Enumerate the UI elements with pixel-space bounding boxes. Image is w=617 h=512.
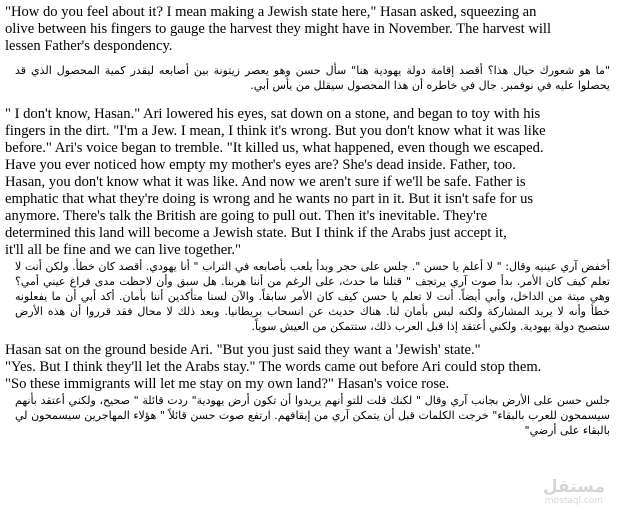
english-paragraph-1 bbox=[5, 4, 612, 55]
text-line: anymore. There's talk the British are going to pull out. Then it's inevitable. They're bbox=[5, 208, 488, 224]
arabic-paragraph-1: "ما هو شعورك حيال هذا؟ أقصد إقامة دولة يهودية هنا" سأل حسن وهو يعصر زيتونة بين أصابعه ليقدر كمية المحصول الذي قد يحصلوا عليه في نوفمبر. جال في خاطره أن هذا المحصول سيقلل من يأس أبي. bbox=[15, 64, 610, 92]
text-line: before." Ari's voice began to tremble. "It killed us, what happened, even though we escaped. bbox=[5, 140, 544, 156]
text-line: olive between his fingers to gauge the harvest they might have in November. The harvest will bbox=[5, 21, 552, 37]
arabic-paragraph-2: أخفض آري عينيه وقال: " لا أعلم يا حسن ". جلس على حجر وبدأ يلعب بأصابعه في التراب " أنا يهودي. أقصد كان خطأ. ولكن أنت لا تعلم كيف كان الأمر. بدأ صوت آري يرتجف " قتلنا ما حدث، على الرغم من أننا هربنا. هل سبق وأن لاحظت مدى فراغ عيني أمي؟ وهي ميتة من الداخل، وأبي أيضاً. أنت لا تعلم يا حسن كيف كان الأمر سابقاً. والآن لسنا متأكدين أننا بأمان. أكد أبي أن ما يفعلونه خطأ وأنه لا يريد المشاركة ولكنه ليس بأمان لنا. هناك حديث عن انسحاب بريطانيا. وبعد ذلك لا محال فقد قرروا أن هذه الأرض ستصبح دولة يهودية. ولكني أعتقد إذا قبل العرب ذلك، ستتمكن من العيش سوياً. bbox=[15, 260, 610, 333]
paragraph-block-1 bbox=[5, 4, 612, 93]
text-line: Hasan, you don't know what it was like. And now we aren't sure if we'll be safe. Father is bbox=[5, 174, 526, 190]
text-line: emphatic that what they're doing is wrong and he wants no part in it. But it isn't safe for us bbox=[5, 191, 534, 207]
english-paragraph-2 bbox=[5, 106, 612, 259]
mostaql-watermark bbox=[543, 478, 605, 506]
text-line: Have you ever noticed how empty my mother's eyes are? She's dead inside. Father, too. bbox=[5, 157, 516, 173]
text-line: "So these immigrants will let me stay on my own land?" Hasan's voice rose. bbox=[5, 376, 450, 392]
text-line: determined this land will become a Jewish state. But I think if the Arabs just accept it, bbox=[5, 225, 507, 241]
watermark-arabic: مستقل bbox=[542, 477, 605, 497]
english-paragraph-3 bbox=[5, 342, 612, 393]
text-line: " I don't know, Hasan." Ari lowered his eyes, sat down on a stone, and began to toy with his bbox=[5, 106, 541, 122]
document-page bbox=[5, 4, 612, 438]
text-line: fingers in the dirt. "I'm a Jew. I mean, I think it's wrong. But you don't know what it was like bbox=[5, 123, 546, 139]
paragraph-block-2 bbox=[5, 106, 612, 334]
text-line: Hasan sat on the ground beside Ari. "But you just said they want a 'Jewish' state." bbox=[5, 342, 481, 358]
text-line: lessen Father's despondency. bbox=[5, 38, 173, 54]
text-line: "Yes. But I think they'll let the Arabs stay." The words came out before Ari could stop them. bbox=[5, 359, 542, 375]
paragraph-block-3 bbox=[5, 342, 612, 438]
arabic-paragraph-3: جلس حسن على الأرض بجانب آري وقال " لكنك قلت للتو أنهم يريدوا أن تكون أرض يهودية" ردت قائلة " صحيح، ولكني أعتقد بأنهم سيسمحون للعرب بالبقاء" خرجت الكلمات قبل أن يتمكن آري من إيقافهم. ارتفع صوت حسن قائلاً " هؤلاء المهاجرين سيسمحون لي بالبقاء على أرضي" bbox=[15, 394, 610, 437]
watermark-url: mostaql.com bbox=[544, 496, 604, 506]
text-line: it'll all be fine and we can live together." bbox=[5, 242, 241, 258]
text-line: "How do you feel about it? I mean making a Jewish state here," Hasan asked, squeezing an bbox=[5, 4, 537, 20]
